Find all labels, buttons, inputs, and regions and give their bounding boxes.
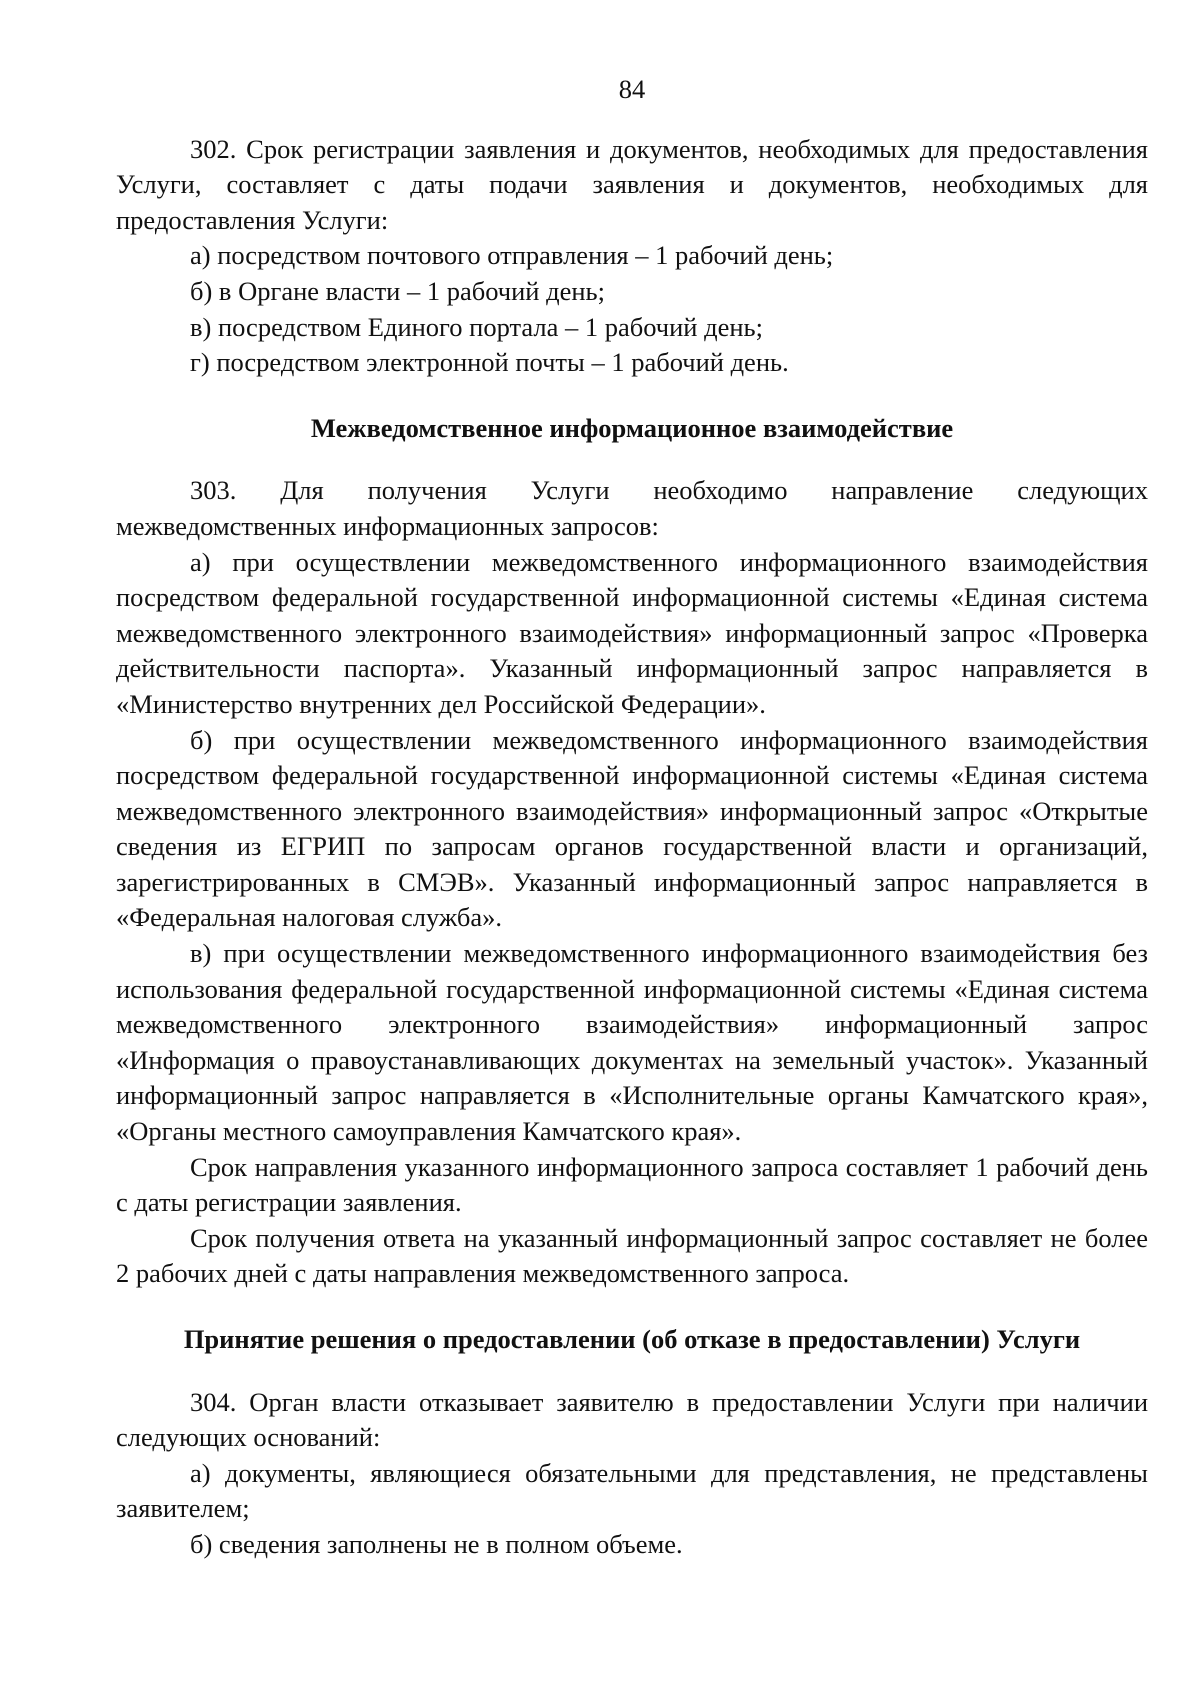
page-number: 84 (618, 74, 646, 104)
paragraph-302: 302. Срок регистрации заявления и документов, необходимых для предоставления Услуги, составляет с даты подачи заявления и документов, необходимых для предоставления Услуги: (116, 133, 1148, 235)
list-item-304-b: б) сведения заполнены не в полном объеме. (190, 1528, 683, 1559)
list-item-303-v: в) при осуществлении межведомственного информационного взаимодействия без использования федеральной государственной информационной системы «Единая система межведомственного электронного взаимодействия» информационный запрос «Информация о правоустанавливающих документах на земельный участок». Указанный информационный запрос направляется в «Исполнительные органы Камчатского края», «Органы местного самоуправления Камчатского края». (116, 938, 1148, 1147)
list-item-302-v: в) посредством Единого портала – 1 рабочий день; (190, 311, 763, 342)
list-item-302-g: г) посредством электронной почты – 1 рабочий день. (190, 347, 789, 378)
paragraph-term-receive: Срок получения ответа на указанный информационный запрос составляет не более 2 рабочих дней с даты направления межведомственного запроса. (116, 1222, 1148, 1289)
list-item-303-b: б) при осуществлении межведомственного информационного взаимодействия посредством федеральной государственной информационной системы «Единая система межведомственного электронного взаимодействия» информационный запрос «Открытые сведения из ЕГРИП по запросам органов государственной власти и организаций, зарегистрированных в СМЭВ». Указанный информационный запрос направляется в «Федеральная налоговая служба». (116, 724, 1148, 933)
paragraph-304: 304. Орган власти отказывает заявителю в предоставлении Услуги при наличии следующих оснований: (116, 1386, 1148, 1453)
paragraph-term-send: Срок направления указанного информационного запроса составляет 1 рабочий день с даты регистрации заявления. (116, 1151, 1148, 1218)
section-heading-interagency: Межведомственное информационное взаимодействие (310, 412, 954, 443)
list-item-302-b: б) в Органе власти – 1 рабочий день; (190, 275, 605, 306)
list-item-304-a: а) документы, являющиеся обязательными для представления, не представлены заявителем; (116, 1457, 1148, 1524)
paragraph-303: 303. Для получения Услуги необходимо направление следующих межведомственных информационных запросов: (116, 475, 1148, 541)
document-page (116, 72, 1148, 1563)
section-heading-decision: Принятие решения о предоставлении (об отказе в предоставлении) Услуги (183, 1324, 1081, 1354)
list-item-302-a: а) посредством почтового отправления – 1 рабочий день; (190, 240, 834, 271)
list-item-303-a: а) при осуществлении межведомственного информационного взаимодействия посредством федеральной государственной информационной системы «Единая система межведомственного электронного взаимодействия» информационный запрос «Проверка действительности паспорта». Указанный информационный запрос направляется в «Министерство внутренних дел Российской Федерации». (116, 546, 1148, 719)
